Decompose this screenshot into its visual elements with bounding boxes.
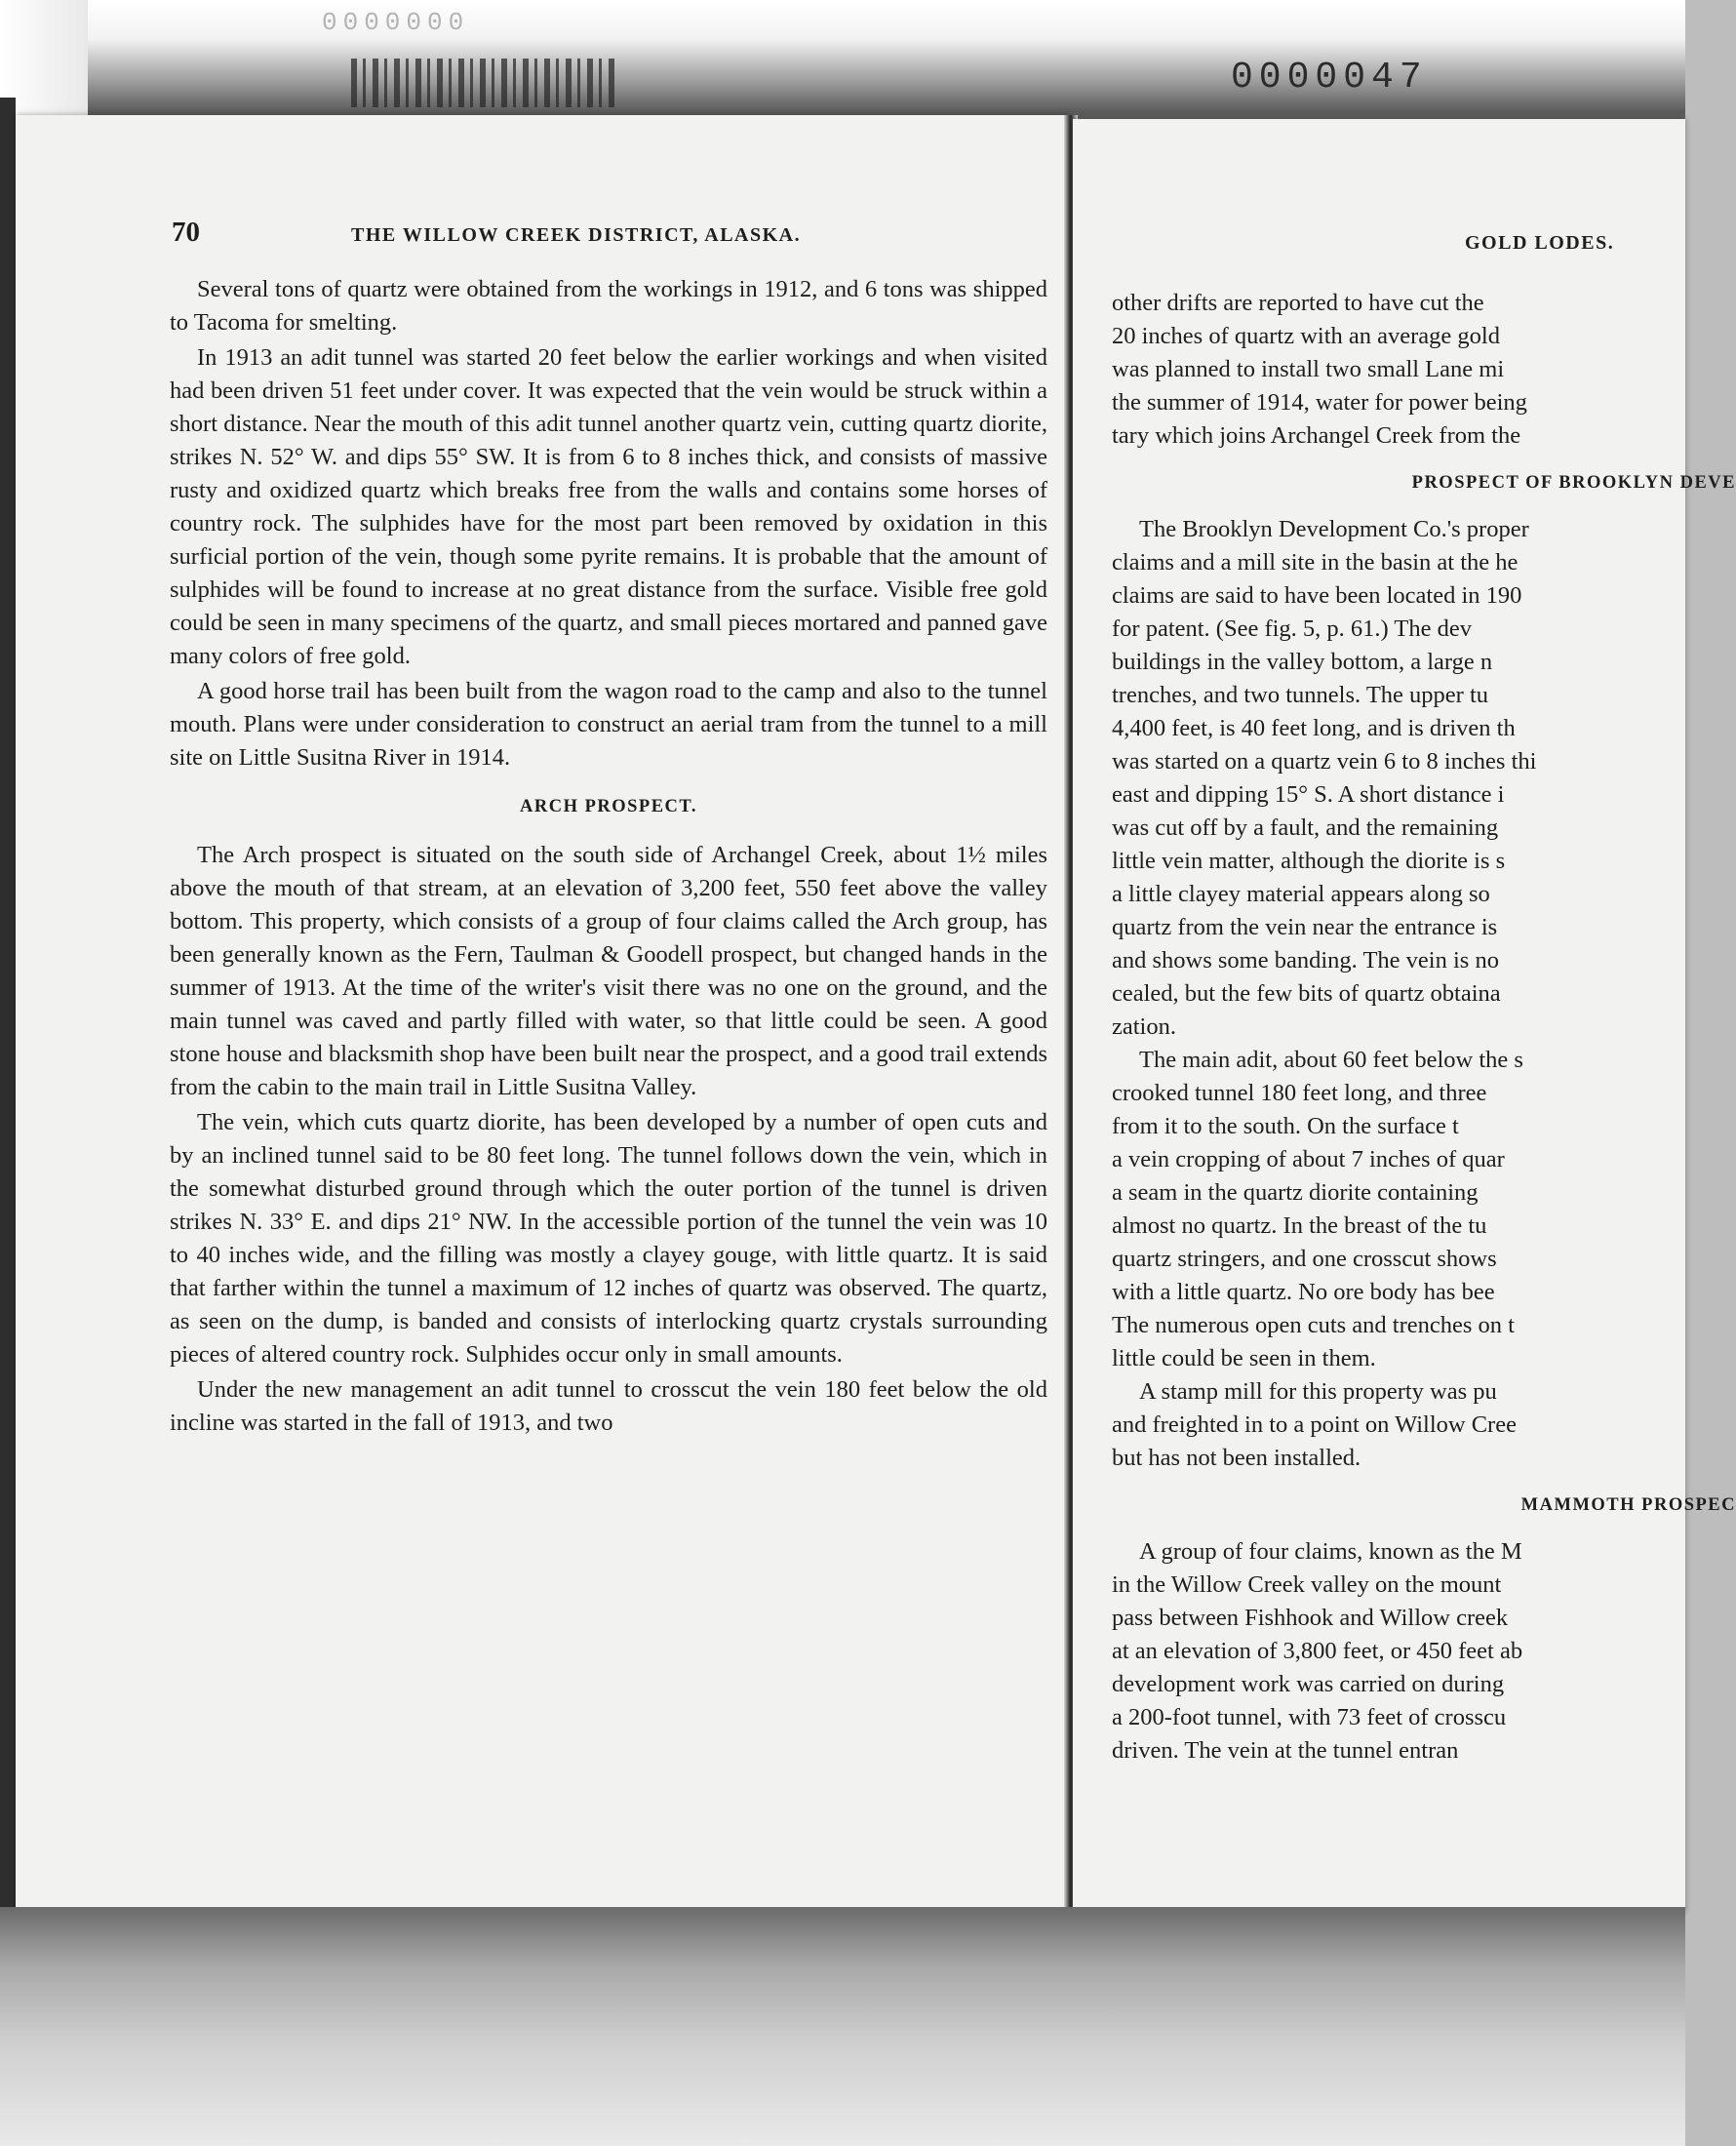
text-line: claims are said to have been located in 190 — [1112, 582, 1522, 609]
text-line: was cut off by a fault, and the remaining — [1112, 815, 1499, 841]
right-page — [1073, 119, 1736, 1912]
text-line: buildings in the valley bottom, a large n — [1112, 649, 1493, 675]
text-line: quartz stringers, and one crosscut shows — [1112, 1246, 1497, 1272]
text-line: 20 inches of quartz with an average gold — [1112, 323, 1500, 349]
text-line: claims and a mill site in the basin at the he — [1112, 549, 1519, 576]
text-line: and freighted in to a point on Willow Cree — [1112, 1411, 1517, 1438]
right-page-text — [1112, 287, 1736, 1768]
text-line: cealed, but the few bits of quartz obtaina — [1112, 980, 1501, 1007]
text-line: in the Willow Creek valley on the mount — [1112, 1571, 1502, 1598]
left-page-text — [170, 273, 1047, 1442]
text-line: was planned to install two small Lane mi — [1112, 356, 1505, 382]
text-line: development work was carried on during — [1112, 1671, 1505, 1697]
page-number: 70 — [172, 217, 200, 248]
document-stamp-number: 0000047 — [1231, 57, 1428, 99]
section-heading: PROSPECT OF BROOKLYN DEVE — [1411, 473, 1736, 493]
running-head-left: THE WILLOW CREEK DISTRICT, ALASKA. — [351, 224, 802, 246]
paragraph: The vein, which cuts quartz diorite, has been developed by a number of open cuts and by an inclined tunnel said to be 80 feet long. The tunnel follows down the vein, which in the somewhat disturbed ground through which the outer portion of the tunnel is driven strikes N. 33° E. and dips 21° NW. In the accessible portion of the tunnel the vein was 10 to 40 inches wide, and the filling was mostly a clayey gouge, with little quartz. It is said that farther within the tunnel a maximum of 12 inches of quartz was observed. The quartz, as seen on the dump, is banded and consists of interlocking quartz crystals surrounding pieces of altered country rock. Sulphides occur only in small amounts. — [170, 1109, 1047, 1368]
paragraph: In 1913 an adit tunnel was started 20 feet below the earlier workings and when visited had been driven 51 feet under cover. It was expected that the vein would be struck within a short distance. Near the mouth of this adit tunnel another quartz vein, cutting quartz diorite, strikes N. 52° W. and dips 55° SW. It is from 6 to 8 inches thick, and consists of massive rusty and oxidized quartz which breaks free from the walls and contains some horses of country rock. The sulphides have for the most part been removed by oxidation in this surficial portion of the vein, though some pyrite remains. It is probable that the amount of sulphides will be found to increase at no great distance from the surface. Visible free gold could be seen in many specimens of the quartz, and small pieces mortared and panned gave many colors of free gold. — [170, 344, 1047, 669]
section-heading: MAMMOTH PROSPEC — [1520, 1495, 1736, 1515]
faint-stamp: 0000000 — [322, 8, 470, 37]
running-head-right: GOLD LODES. — [1465, 232, 1615, 254]
text-line: The Brooklyn Development Co.'s proper — [1139, 516, 1529, 542]
text-line: a vein cropping of about 7 inches of quar — [1112, 1146, 1505, 1172]
text-line: zation. — [1112, 1013, 1176, 1040]
section-heading: ARCH PROSPECT. — [519, 797, 698, 816]
text-line: and shows some banding. The vein is no — [1112, 947, 1499, 974]
left-page — [16, 115, 1071, 1912]
text-line: for patent. (See fig. 5, p. 61.) The dev — [1112, 616, 1472, 642]
text-line: almost no quartz. In the breast of the tu — [1112, 1212, 1487, 1239]
text-line: pass between Fishhook and Willow creek — [1112, 1605, 1509, 1631]
text-line: The numerous open cuts and trenches on t — [1112, 1312, 1515, 1338]
text-line: driven. The vein at the tunnel entran — [1112, 1737, 1459, 1764]
text-line: east and dipping 15° S. A short distance i — [1112, 781, 1505, 808]
text-line: other drifts are reported to have cut the — [1112, 290, 1484, 316]
text-line: with a little quartz. No ore body has bee — [1112, 1279, 1495, 1305]
text-line: the summer of 1914, water for power being — [1112, 389, 1527, 416]
text-line: a seam in the quartz diorite containing — [1112, 1179, 1479, 1206]
scanner-shadow-top — [0, 0, 1685, 127]
text-line: A stamp mill for this property was pu — [1139, 1378, 1497, 1405]
text-line: trenches, and two tunnels. The upper tu — [1112, 682, 1489, 708]
text-line: at an elevation of 3,800 feet, or 450 feet ab — [1112, 1638, 1523, 1664]
barcode-stamp — [351, 59, 614, 107]
text-line: but has not been installed. — [1112, 1445, 1361, 1471]
text-line: quartz from the vein near the entrance is — [1112, 914, 1498, 940]
paragraph: The Arch prospect is situated on the south side of Archangel Creek, about 1½ miles above the mouth of that stream, at an elevation of 3,200 feet, 550 feet above the valley bottom. This property, which consists of a group of four claims called the Arch group, has been generally known as the Fern, Taulman & Goodell prospect, but changed hands in the summer of 1913. At the time of the writer's visit there was no one on the ground, and the main tunnel was caved and partly filled with water, so that little could be seen. A good stone house and blacksmith shop have been built near the prospect, and a good trail extends from the cabin to the main trail in Little Susitna Valley. — [170, 842, 1047, 1100]
text-line: a 200-foot tunnel, with 73 feet of crosscu — [1112, 1704, 1507, 1730]
paragraph: Several tons of quartz were obtained from the workings in 1912, and 6 tons was shipped to Tacoma for smelting. — [170, 276, 1047, 336]
text-line: A group of four claims, known as the M — [1139, 1538, 1522, 1565]
text-line: a little clayey material appears along so — [1112, 881, 1490, 907]
paragraph: Under the new management an adit tunnel to crosscut the vein 180 feet below the old incline was started in the fall of 1913, and two — [170, 1376, 1047, 1436]
text-line: 4,400 feet, is 40 feet long, and is driven th — [1112, 715, 1516, 741]
scanner-left-edge — [0, 98, 16, 1922]
scanner-shadow-bottom — [0, 1907, 1685, 2146]
text-line: little could be seen in them. — [1112, 1345, 1376, 1371]
text-line: little vein matter, although the diorite is s — [1112, 848, 1506, 874]
text-line: from it to the south. On the surface t — [1112, 1113, 1459, 1139]
text-line: The main adit, about 60 feet below the s — [1139, 1047, 1523, 1073]
text-line: crooked tunnel 180 feet long, and three — [1112, 1080, 1487, 1106]
text-line: was started on a quartz vein 6 to 8 inches thi — [1112, 748, 1537, 775]
text-line: tary which joins Archangel Creek from the — [1112, 422, 1521, 449]
paragraph: A good horse trail has been built from the wagon road to the camp and also to the tunnel mouth. Plans were under consideration to construct an aerial tram from the tunnel to a mill site on Little Susitna River in 1914. — [170, 678, 1047, 771]
